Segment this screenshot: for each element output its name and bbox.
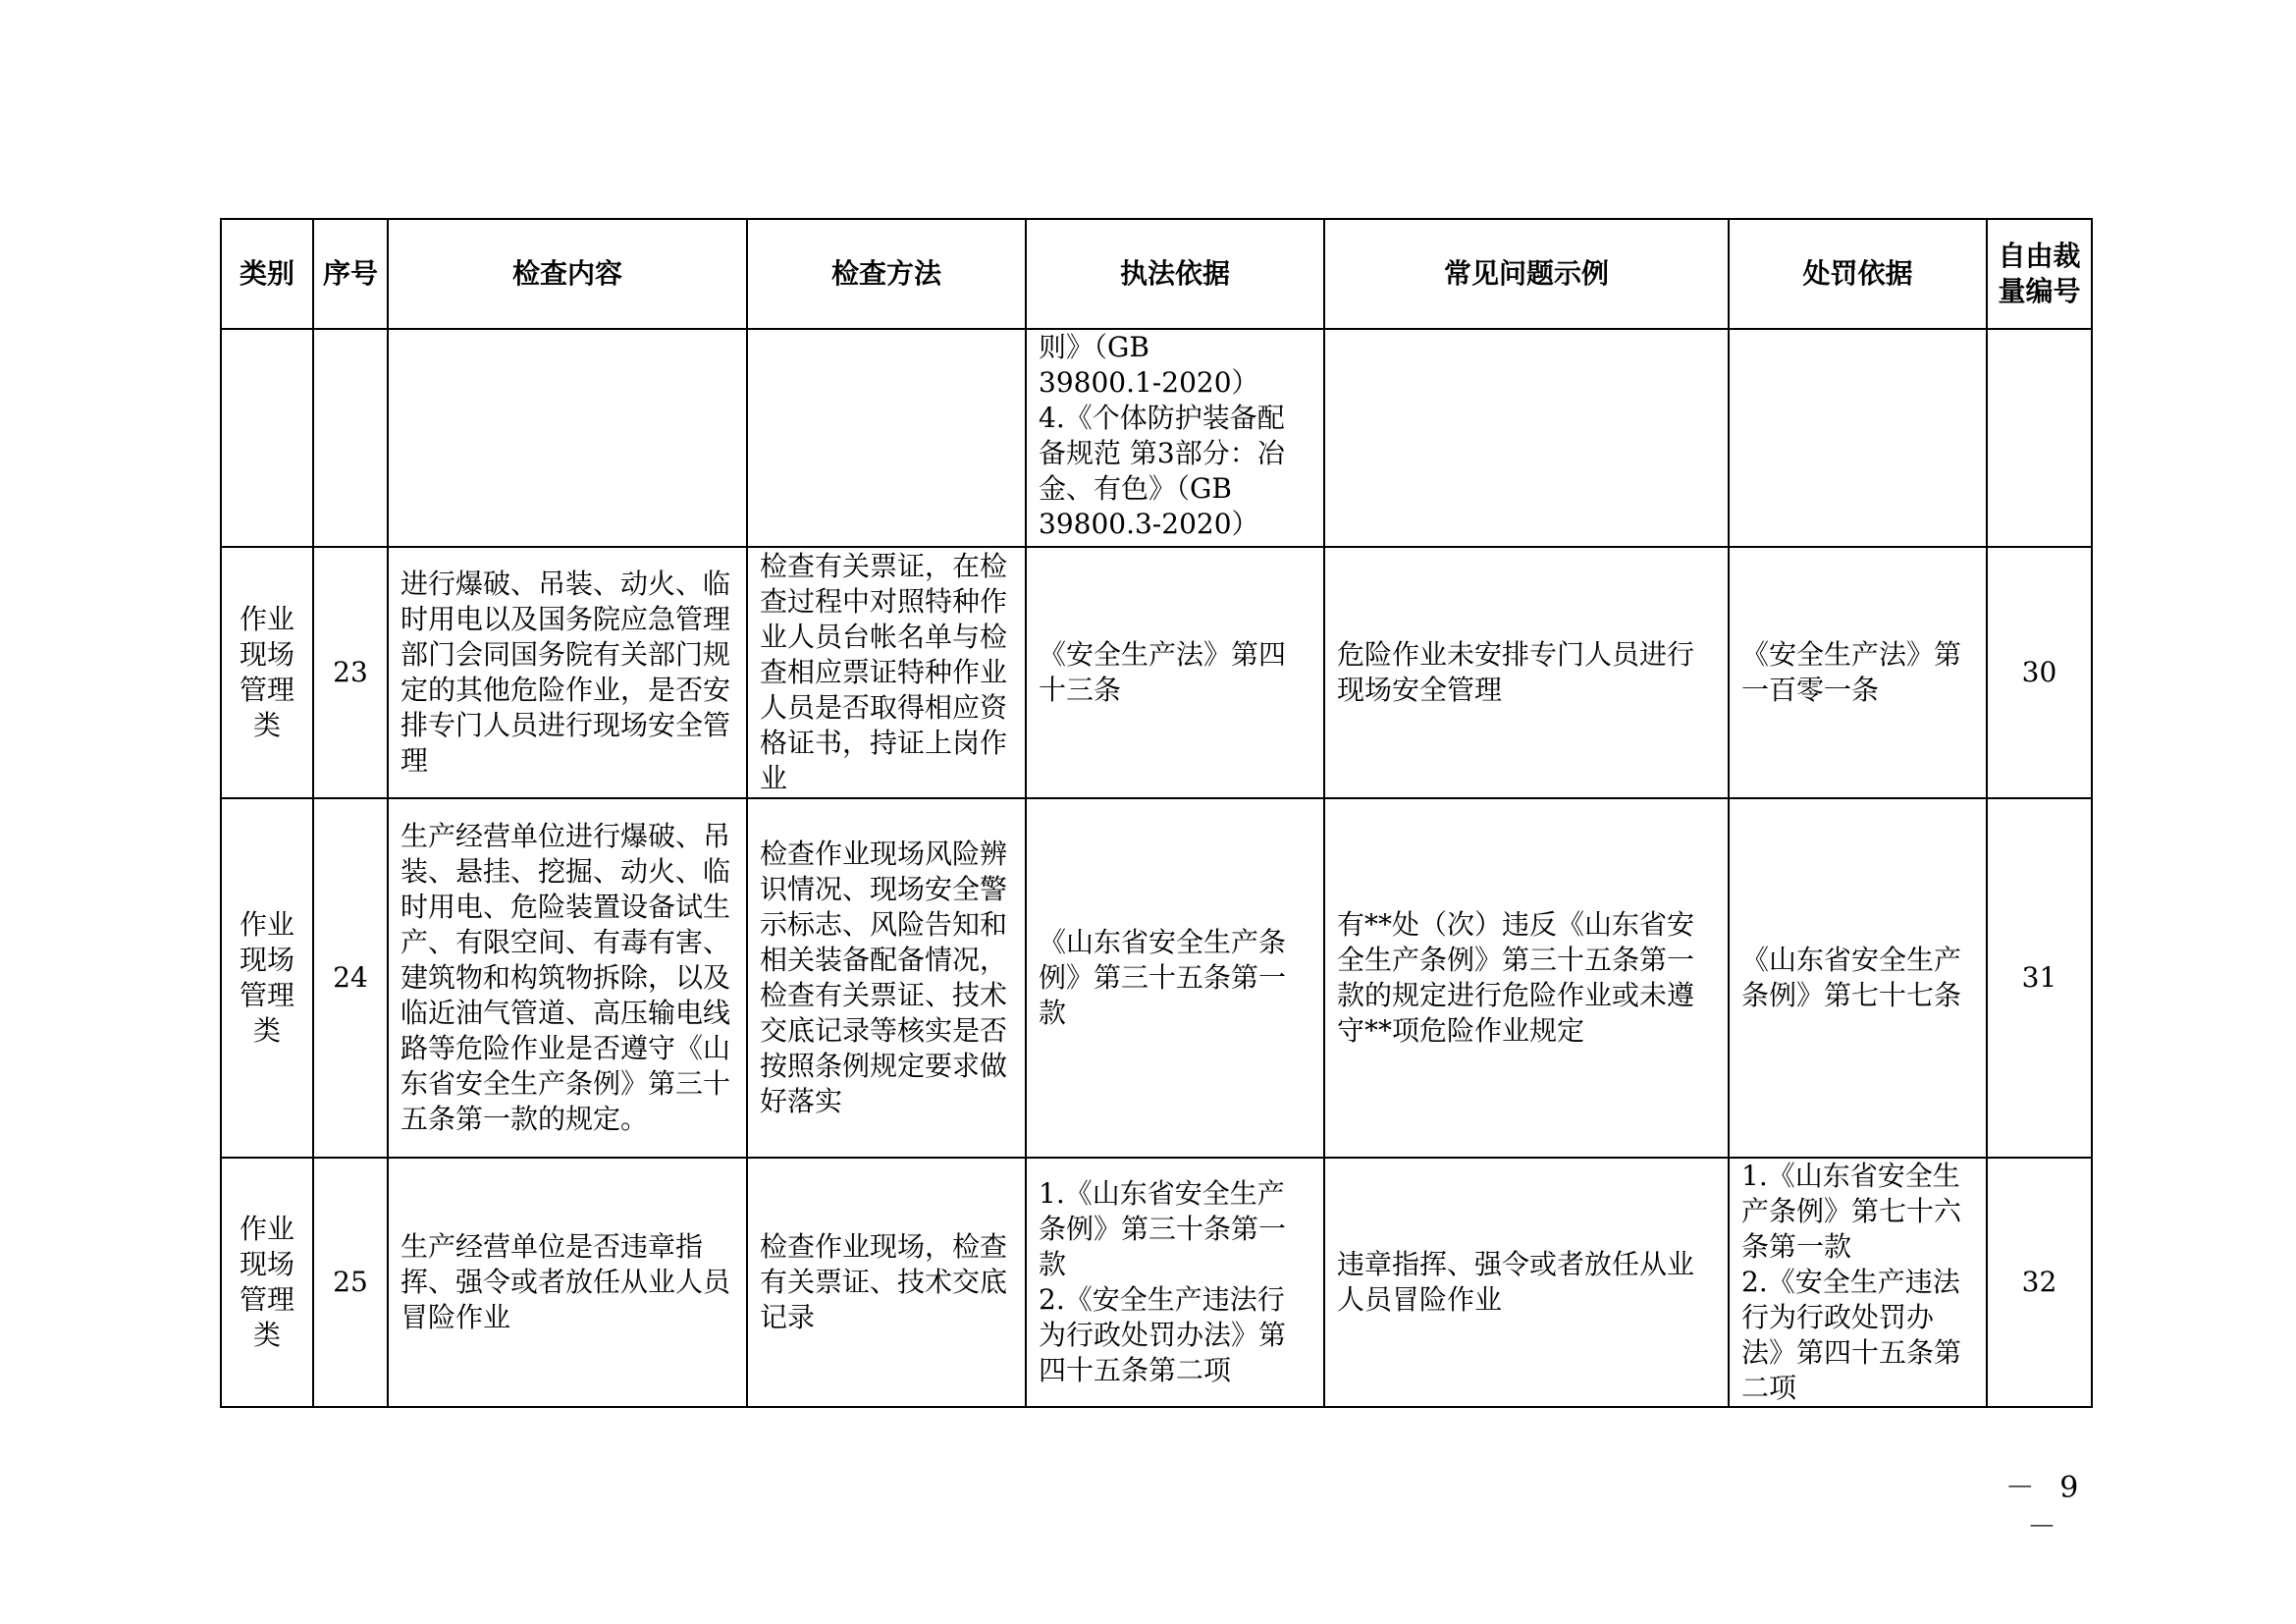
table-header-row xyxy=(221,219,2092,329)
row-category: 作业现场管理类 xyxy=(221,1158,313,1407)
row-basis-text: 则》（GB 39800.1-2020） 4.《个体防护装备配 备规范 第3部分：冶 金、有色》（GB 39800.3-2020） xyxy=(1039,331,1285,540)
header-category: 类别 xyxy=(221,219,313,329)
row-issue xyxy=(1324,329,1729,547)
row-content: 进行爆破、吊装、动火、临时用电以及国务院应急管理部门会同国务院有关部门规定的其他危险作业，是否安排专门人员进行现场安全管理 xyxy=(388,547,747,798)
table-row xyxy=(221,798,2092,1158)
row-seq: 24 xyxy=(313,798,388,1158)
row-basis xyxy=(1026,329,1324,547)
row-category xyxy=(221,329,313,547)
row-code: 32 xyxy=(1987,1158,2092,1407)
row-issue: 危险作业未安排专门人员进行现场安全管理 xyxy=(1324,547,1729,798)
row-penalty: 《山东省安全生产条例》第七十七条 xyxy=(1729,798,1987,1158)
header-code: 自由裁量编号 xyxy=(1987,219,2092,329)
row-penalty xyxy=(1729,1158,1987,1407)
row-code: 31 xyxy=(1987,798,2092,1158)
row-seq: 23 xyxy=(313,547,388,798)
row-basis: 《山东省安全生产条例》第三十五条第一款 xyxy=(1026,798,1324,1158)
header-method: 检查方法 xyxy=(747,219,1026,329)
row-issue: 有**处（次）违反《山东省安全生产条例》第三十五条第一款的规定进行危险作业或未遵守**项危险作业规定 xyxy=(1324,798,1729,1158)
row-method: 检查作业现场风险辨识情况、现场安全警示标志、风险告知和相关装备配备情况，检查有关票证、技术交底记录等核实是否按照条例规定要求做好落实 xyxy=(747,798,1026,1158)
row-code: 30 xyxy=(1987,547,2092,798)
row-seq xyxy=(313,329,388,547)
header-seq: 序号 xyxy=(313,219,388,329)
header-issue: 常见问题示例 xyxy=(1324,219,1729,329)
row-penalty: 《安全生产法》第一百零一条 xyxy=(1729,547,1987,798)
row-issue: 违章指挥、强令或者放任从业人员冒险作业 xyxy=(1324,1158,1729,1407)
row-penalty-text: 1.《山东省安全生产条例》第七十六条第一款 2.《安全生产违法行为行政处罚办法》第四十五条第二项 xyxy=(1741,1160,1962,1404)
header-content: 检查内容 xyxy=(388,219,747,329)
header-penalty: 处罚依据 xyxy=(1729,219,1987,329)
row-content: 生产经营单位是否违章指挥、强令或者放任从业人员冒险作业 xyxy=(388,1158,747,1407)
row-category: 作业现场管理类 xyxy=(221,547,313,798)
inspection-table xyxy=(220,218,2093,1408)
page-number: － 9 － xyxy=(2004,1471,2087,1544)
row-method: 检查作业现场，检查有关票证、技术交底记录 xyxy=(747,1158,1026,1407)
table-row xyxy=(221,329,2092,547)
row-code xyxy=(1987,329,2092,547)
row-penalty xyxy=(1729,329,1987,547)
row-basis-text: 1.《山东省安全生产条例》第三十条第一款 2.《安全生产违法行为行政处罚办法》第四十五条第二项 xyxy=(1039,1177,1287,1386)
row-content xyxy=(388,329,747,547)
header-basis: 执法依据 xyxy=(1026,219,1324,329)
row-seq: 25 xyxy=(313,1158,388,1407)
row-basis: 《安全生产法》第四十三条 xyxy=(1026,547,1324,798)
table-row xyxy=(221,1158,2092,1407)
row-method: 检查有关票证，在检查过程中对照特种作业人员台帐名单与检查相应票证特种作业人员是否取得相应资格证书，持证上岗作业 xyxy=(747,547,1026,798)
table-row xyxy=(221,547,2092,798)
row-category: 作业现场管理类 xyxy=(221,798,313,1158)
row-basis xyxy=(1026,1158,1324,1407)
row-method xyxy=(747,329,1026,547)
row-content: 生产经营单位进行爆破、吊装、悬挂、挖掘、动火、临时用电、危险装置设备试生产、有限空间、有毒有害、建筑物和构筑物拆除，以及临近油气管道、高压输电线路等危险作业是否遵守《山东省安全生产条例》第三十五条第一款的规定。 xyxy=(388,798,747,1158)
